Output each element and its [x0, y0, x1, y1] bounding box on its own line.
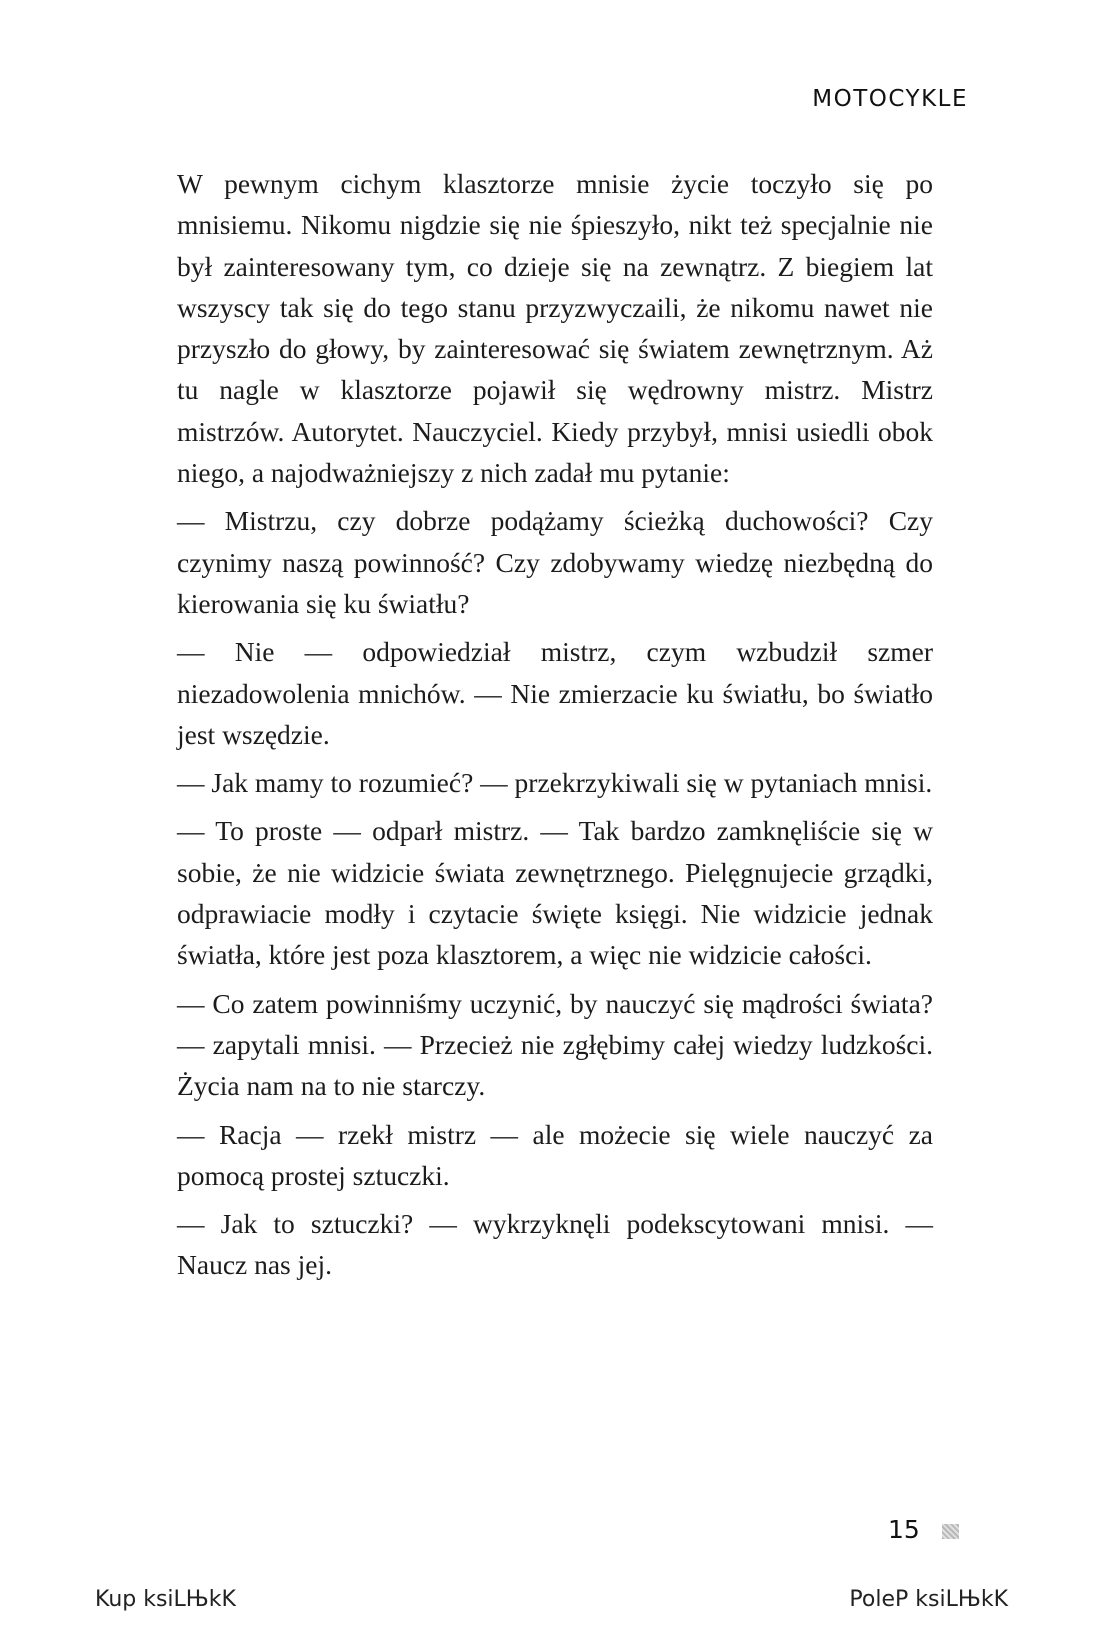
paragraph: — To proste — odparł mistrz. — Tak bardzo zamknęliście się w sobie, że nie widzicie świata zewnętrznego. Pielęgnujecie grządki, odprawiacie modły i czytacie święte księgi. Nie widzicie jednak światła, które jest poza klasztorem, a więc nie widzicie całości.: [177, 815, 933, 971]
paragraph: — Jak to sztuczki? — wykrzyknęli podekscytowani mnisi. — Naucz nas jej.: [177, 1208, 933, 1281]
paragraph: — Racja — rzekł mistrz — ale możecie się wiele nauczyć za pomocą prostej sztuczki.: [177, 1118, 933, 1191]
running-header: MOTOCYKLE: [812, 86, 968, 112]
buy-book-link[interactable]: Kup ksiLЊkK: [95, 1587, 236, 1612]
paragraph: — Nie — odpowiedział mistrz, czym wzbudził szmer niezadowolenia mnichów. — Nie zmierzacie ku światłu, bo światło jest wszędzie.: [177, 636, 933, 750]
paragraph: — Co zatem powinniśmy uczynić, by nauczyć się mądrości świata? — zapytali mnisi. — Przecież nie zgłębimy całej wiedzy ludzkości. Życia nam na to nie starczy.: [177, 987, 933, 1102]
body-text: [177, 163, 933, 1293]
page-number: 15: [888, 1515, 920, 1544]
paragraph: W pewnym cichym klasztorze mnisie życie toczyło się po mnisiemu. Nikomu nigdzie się nie śpieszyło, nikt też specjalnie nie był zainteresowany tym, co dzieje się na zewnątrz. Z biegiem lat wszyscy tak się do tego stanu przyzwyczaili, że nikomu nawet nie przyszło do głowy, by zainteresować się światem zewnętrznym. Aż tu nagle w klasztorze pojawił się wędrowny mistrz. Mistrz mistrzów. Autorytet. Nauczyciel. Kiedy przybył, mnisi usiedli obok niego, a najodważniejszy z nich zadał mu pytanie:: [177, 168, 933, 489]
page-marker-icon: [942, 1524, 959, 1539]
paragraph: — Jak mamy to rozumieć? — przekrzykiwali się w pytaniach mnisi.: [177, 767, 933, 799]
recommend-book-link[interactable]: PoleP ksiLЊkK: [849, 1587, 1008, 1612]
paragraph: — Mistrzu, czy dobrze podążamy ścieżką duchowości? Czy czynimy naszą powinność? Czy zdobywamy wiedzę niezbędną do kierowania się ku światłu?: [177, 505, 933, 619]
